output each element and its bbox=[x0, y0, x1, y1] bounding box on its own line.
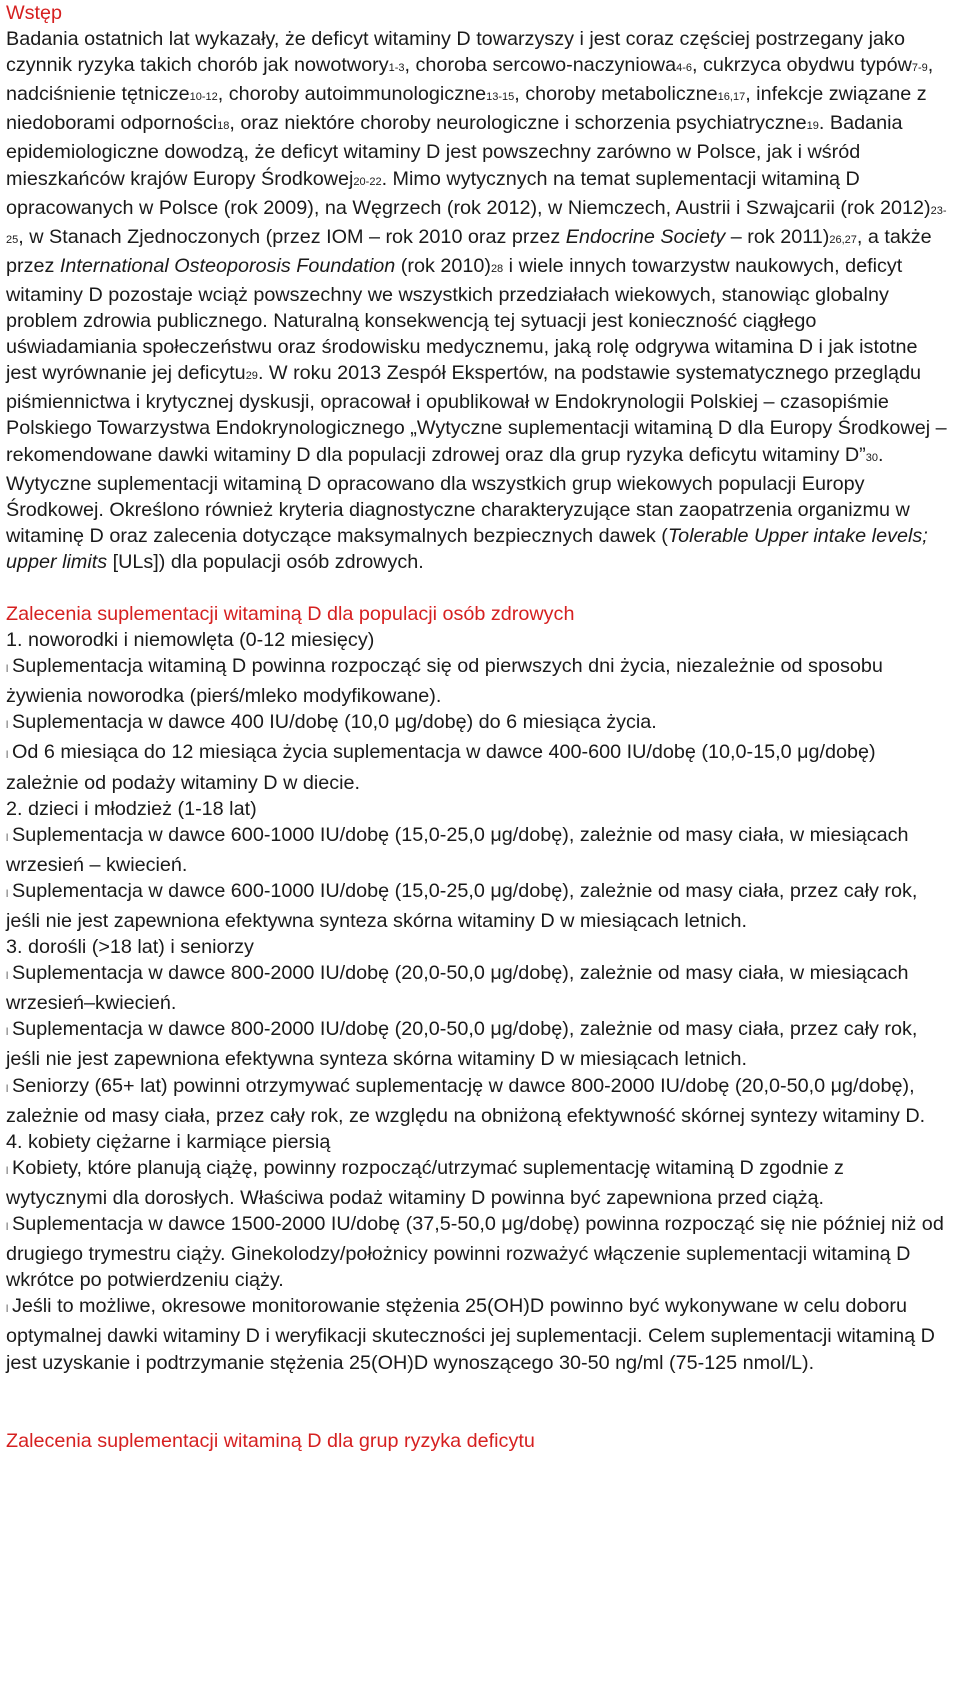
text-run: [ULs]) dla populacji osób zdrowych. bbox=[107, 550, 424, 573]
text-run: . Mimo wytycznych na temat suplementacji witaminą D opracowanych w Polsce (rok 2009), na Węgrzech (rok 2012), w Niemczech, Austrii i Szwajcarii (rok 2012) bbox=[6, 167, 931, 219]
list-item bbox=[6, 1016, 950, 1072]
text-run: , w Stanach Zjednoczonych (przez IOM – rok 2010 oraz przez bbox=[18, 225, 566, 248]
citation-ref: 10-12 bbox=[189, 91, 218, 104]
list-item-text: Od 6 miesiąca do 12 miesiąca życia suplementacja w dawce 400-600 IU/dobę (10,0-15,0 μg/dobę) zależnie od podaży witaminy D w diecie. bbox=[6, 741, 876, 794]
citation-ref: 29 bbox=[245, 370, 258, 383]
text-run: i wiele innych towarzystw naukowych, deficyt witaminy D pozostaje wciąż powszechny we wszystkich przedziałach wiekowych, stanowiąc globalny problem zdrowia publicznego. Naturalną konsekwencją tej sytuacji jest konieczność ciągłego uświadamiania społeczeństwu oraz środowisku medycznemu, jaką rolę odgrywa witamina D i jak istotne jest wyrównanie jej deficytu bbox=[6, 254, 918, 385]
list-item bbox=[6, 960, 950, 1016]
text-run: . Badania epidemiologiczne dowodzą, że deficyt witaminy D jest powszechny zarówno w Polsce, jak i wśród mieszkańców krajów Europy Środkowej bbox=[6, 112, 903, 190]
bullet-icon: l bbox=[6, 1304, 9, 1316]
list-item-text: Suplementacja w dawce 400 IU/dobę (10,0 μg/dobę) do 6 miesiąca życia. bbox=[12, 711, 657, 734]
text-run: – rok 2011) bbox=[725, 225, 830, 248]
group-title: 1. noworodki i niemowlęta (0-12 miesięcy) bbox=[6, 629, 375, 652]
recommendations-list bbox=[6, 627, 950, 1376]
italic-term: Tolerable Upper intake levels; upper limits bbox=[6, 524, 928, 573]
citation-ref: 1-3 bbox=[388, 62, 405, 75]
citation-ref: 16,17 bbox=[717, 91, 746, 104]
citation-ref: 18 bbox=[217, 120, 230, 133]
section-heading-healthy: Zalecenia suplementacji witaminą D dla populacji osób zdrowych bbox=[6, 602, 575, 625]
text-run: Badania ostatnich lat wykazały, że deficyt witaminy D towarzyszy i jest coraz częściej postrzegany jako czynnik ryzyka takich chorób jak nowotwory bbox=[6, 28, 905, 77]
text-run: . W roku 2013 Zespół Ekspertów, na podstawie systematycznego przeglądu piśmiennictwa i krytycznej dyskusji, opracował i opublikował w Endokrynologii Polskiej – czasopiśmie Polskiego Towarzystwa Endokrynologicznego „Wytyczne suplementacji witaminą D dla Europy Środkowej – rekomendowane dawki witaminy D dla populacji zdrowej oraz dla grup ryzyka deficytu witaminy D” bbox=[6, 362, 947, 466]
list-item-text: Suplementacja w dawce 800-2000 IU/dobę (20,0-50,0 μg/dobę), zależnie od masy ciała, przez cały rok, jeśli nie jest zapewniona efektywna synteza skórna witaminy D w miesiącach letnich. bbox=[6, 1018, 918, 1071]
citation-ref: 19 bbox=[806, 120, 819, 133]
bullet-icon: l bbox=[6, 1165, 9, 1177]
list-item bbox=[6, 878, 950, 934]
citation-ref: 26,27 bbox=[829, 233, 857, 246]
text-run: , oraz niektóre choroby neurologiczne i schorzenia psychiatryczne bbox=[229, 112, 807, 135]
bullet-icon: l bbox=[6, 971, 9, 983]
citation-ref: 13-15 bbox=[486, 91, 515, 104]
list-item bbox=[6, 709, 950, 739]
bullet-icon: l bbox=[6, 1222, 9, 1234]
list-item bbox=[6, 1293, 950, 1375]
citation-ref: 20-22 bbox=[353, 175, 382, 188]
italic-term: International Osteoporosis Foundation bbox=[59, 254, 396, 277]
group-title: 4. kobiety ciężarne i karmiące piersią bbox=[6, 1130, 331, 1153]
list-item bbox=[6, 1073, 950, 1129]
text-run: , infekcje związane z niedoborami odporności bbox=[6, 83, 927, 135]
list-item-text: Suplementacja witaminą D powinna rozpocząć się od pierwszych dni życia, niezależnie od sposobu żywienia noworodka (pierś/mleko modyfikowane). bbox=[6, 655, 883, 708]
citation-ref: 30 bbox=[865, 451, 879, 464]
group-title: 3. dorośli (>18 lat) i seniorzy bbox=[6, 936, 254, 959]
section-heading-intro: Wstęp bbox=[6, 2, 63, 24]
list-item bbox=[6, 1211, 950, 1293]
citation-ref: 28 bbox=[490, 262, 504, 275]
spacer bbox=[6, 575, 950, 601]
list-item-text: Kobiety, które planują ciążę, powinny rozpocząć/utrzymać suplementację witaminą D zgodnie z wytycznymi dla dorosłych. Właściwa podaż witaminy D powinna być zapewniona przed ciążą. bbox=[6, 1156, 844, 1209]
list-item-text: Suplementacja w dawce 600-1000 IU/dobę (15,0-25,0 μg/dobę), zależnie od masy ciała, przez cały rok, jeśli nie jest zapewniona efektywna synteza skórna witaminy D w miesiącach letnich. bbox=[6, 879, 918, 932]
list-item bbox=[6, 822, 950, 878]
intro-paragraph bbox=[6, 26, 950, 575]
list-item-text: Seniorzy (65+ lat) powinni otrzymywać suplementację w dawce 800-2000 IU/dobę (20,0-50,0 μg/dobę), zależnie od masy ciała, przez cały rok, ze względu na obniżoną efektywność skórnej syntezy witaminy D. bbox=[6, 1074, 926, 1127]
spacer bbox=[6, 1376, 950, 1428]
bullet-icon: l bbox=[6, 888, 9, 900]
list-item-text: Jeśli to możliwe, okresowe monitorowanie stężenia 25(OH)D powinno być wykonywane w celu doboru optymalnej dawki witaminy D i weryfikacji skuteczności jej suplementacji. Celem suplementacji witaminą D jest uzyskanie i podtrzymanie stężenia 25(OH)D wynoszącego 30-50 ng/ml (75-125 nmol/L). bbox=[6, 1295, 935, 1374]
list-item bbox=[6, 739, 950, 795]
bullet-icon: l bbox=[6, 832, 9, 844]
list-item-text: Suplementacja w dawce 800-2000 IU/dobę (20,0-50,0 μg/dobę), zależnie od masy ciała, w miesiącach wrzesień–kwiecień. bbox=[6, 962, 909, 1015]
citation-ref: 7-9 bbox=[911, 62, 928, 75]
citation-ref: 4-6 bbox=[676, 62, 692, 75]
text-run: , cukrzyca obydwu typów bbox=[691, 54, 912, 77]
text-run: (rok 2010) bbox=[395, 254, 491, 277]
bullet-icon: l bbox=[6, 664, 9, 676]
list-item-text: Suplementacja w dawce 600-1000 IU/dobę (15,0-25,0 μg/dobę), zależnie od masy ciała, w miesiącach wrzesień – kwiecień. bbox=[6, 823, 909, 876]
text-run: . Wytyczne suplementacji witaminą D opracowano dla wszystkich grup wiekowych populacji Europy Środkowej. Określono również kryteria diagnostyczne charakteryzujące stan zaopatrzenia organizmu w witaminę D oraz zalecenia dotyczące maksymalnych bezpiecznych dawek ( bbox=[6, 443, 910, 547]
bullet-icon: l bbox=[6, 1027, 9, 1039]
group-title: 2. dzieci i młodzież (1-18 lat) bbox=[6, 797, 257, 820]
bullet-icon: l bbox=[6, 750, 9, 762]
text-run: , choroby autoimmunologiczne bbox=[217, 83, 487, 106]
list-item bbox=[6, 1155, 950, 1211]
bullet-icon: l bbox=[6, 720, 9, 732]
text-run: , choroba sercowo-naczyniowa bbox=[404, 54, 677, 77]
text-run: , a także przez bbox=[6, 225, 932, 277]
italic-term: Endocrine Society bbox=[565, 225, 726, 248]
text-run: , nadciśnienie tętnicze bbox=[6, 54, 934, 106]
citation-ref: 23-25 bbox=[6, 204, 947, 246]
list-item-text: Suplementacja w dawce 1500-2000 IU/dobę (37,5-50,0 μg/dobę) powinna rozpocząć się nie później niż od drugiego trymestru ciąży. Ginekolodzy/położnicy powinni rozważyć włączenie suplementacji witaminą D wkrótce po potwierdzeniu ciąży. bbox=[6, 1213, 944, 1292]
text-run: , choroby metaboliczne bbox=[514, 83, 718, 106]
list-item bbox=[6, 653, 950, 709]
bullet-icon: l bbox=[6, 1083, 9, 1095]
section-heading-risk-groups: Zalecenia suplementacji witaminą D dla grup ryzyka deficytu bbox=[6, 1429, 535, 1452]
